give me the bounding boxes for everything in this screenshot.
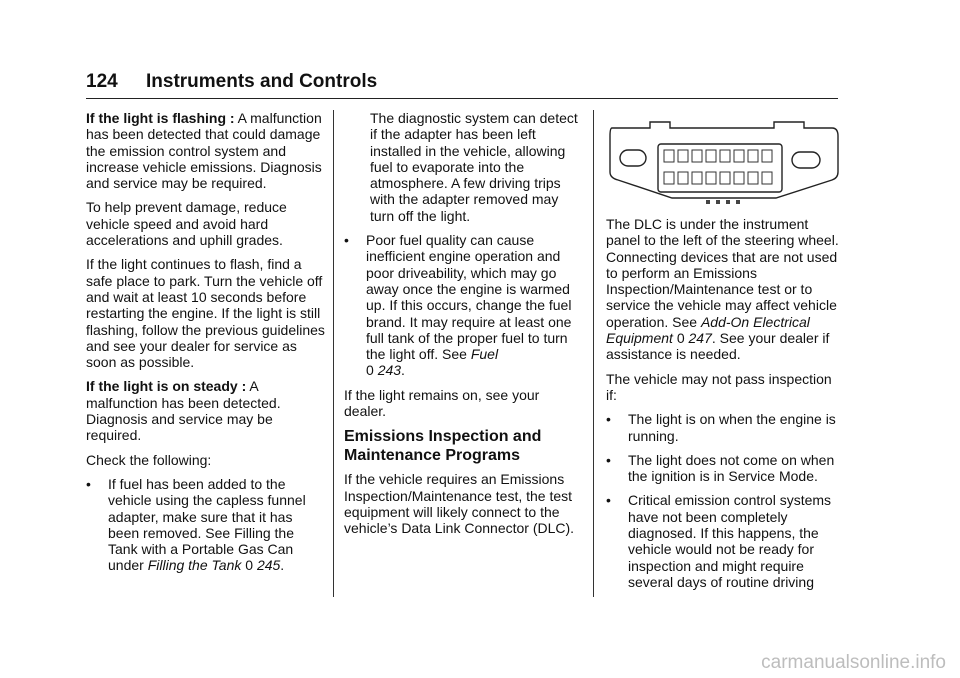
column-middle: [344, 110, 584, 545]
paragraph-continues: If the light continues to flash, find a safe place to park. Turn the vehicle off and wait at least 10 seconds before restarting the engine. If the light is still flashing, follow the previous guidelines and see your dealer for service as soon as possible.: [86, 256, 325, 371]
list-item: [606, 411, 841, 444]
bullet-continuation: The diagnostic system can detect if the adapter has been left installed in the vehicle, allowing fuel to evaporate into the atmosphere. A few driving trips with the adapter removed may turn off the light.: [370, 110, 578, 224]
page-reference[interactable]: 245: [256, 557, 281, 574]
paragraph-steady: [86, 378, 326, 443]
steady-heading: If the light is on steady :: [86, 378, 247, 395]
bullet-marker: •: [606, 451, 611, 468]
page-ref-icon: 0: [676, 330, 685, 347]
bullet-text: If fuel has been added to the vehicle using the capless funnel adapter, make sure that it has been removed. See Filling the Tank with a Portable Gas Can under: [108, 475, 306, 574]
column-right: [606, 110, 841, 598]
page-ref-icon: 0: [245, 557, 254, 574]
list-item-capless-adapter: [86, 476, 326, 574]
section-heading: Emissions Inspection and Maintenance Programs: [344, 428, 542, 465]
page-reference[interactable]: 243: [377, 362, 402, 379]
list-item: [606, 452, 841, 485]
watermark: carmanualsonline.info: [761, 652, 946, 673]
bullet-text: Poor fuel quality can cause inefficient engine operation and poor driveability, which may go away once the engine is warmed up. If this occurs, change the fuel brand. It may require at least one full tank of the proper fuel to turn the light off. See: [366, 232, 572, 363]
cross-reference-link[interactable]: Add-On Electrical Equipment: [606, 313, 810, 347]
list-item-fuel-quality: [344, 232, 584, 379]
flashing-text: A malfunction has been detected that could damage the emission control system and increase vehicle emissions. Diagnosis and service may be required.: [86, 110, 322, 192]
paragraph-remains: If the light remains on, see your dealer.: [344, 386, 540, 420]
cross-reference-link[interactable]: Filling the Tank: [147, 557, 242, 574]
dlc-text-end: . See your dealer if assistance is needed.: [606, 330, 830, 363]
punctuation: .: [280, 557, 285, 574]
bullet-marker: •: [344, 232, 349, 249]
flashing-heading: If the light is flashing :: [86, 110, 235, 126]
column-left: [86, 110, 326, 582]
cross-reference-link[interactable]: Fuel: [470, 346, 499, 363]
bullet-text: The light is on when the engine is running.: [628, 411, 836, 444]
bullet-marker: •: [606, 492, 611, 509]
bullet-marker: •: [86, 475, 91, 492]
paragraph-requires: If the vehicle requires an Emissions Inspection/Maintenance test, the test equipment will likely connect to the vehicle’s Data Link Connector (DLC).: [344, 471, 575, 537]
dlc-connector-illustration: [606, 116, 842, 212]
page-ref-icon: 0: [366, 362, 374, 379]
paragraph-not-pass: The vehicle may not pass inspection if:: [606, 370, 832, 403]
paragraph-dlc-location: [606, 216, 841, 363]
paragraph-flashing: [86, 110, 326, 191]
paragraph-prevent: To help prevent damage, reduce vehicle speed and avoid hard accelerations and uphill grades.: [86, 199, 287, 249]
bullet-text: Critical emission control systems have not been completely diagnosed. If this happens, the vehicle would not be ready for inspection and might require several days of routine driving: [628, 492, 832, 590]
section-title: Instruments and Controls: [146, 71, 378, 92]
column-divider: [333, 110, 334, 597]
bullet-text: The light does not come on when the ignition is in Service Mode.: [628, 451, 835, 485]
page-reference[interactable]: 247: [688, 330, 712, 347]
dlc-text: The DLC is under the instrument panel to the left of the steering wheel. Connecting devices that are not used to perform an Emissions Inspection/Maintenance test or to service the vehicle may affect vehicle operation. See: [606, 216, 839, 330]
page-header: [86, 68, 838, 99]
steady-text: A malfunction has been detected. Diagnosis and service may be required.: [86, 378, 281, 444]
punctuation: .: [401, 362, 405, 379]
list-item: [606, 492, 841, 590]
column-divider: [593, 110, 594, 597]
paragraph-check: Check the following:: [86, 451, 212, 468]
page-number: 124: [86, 71, 118, 92]
bullet-marker: •: [606, 411, 611, 428]
